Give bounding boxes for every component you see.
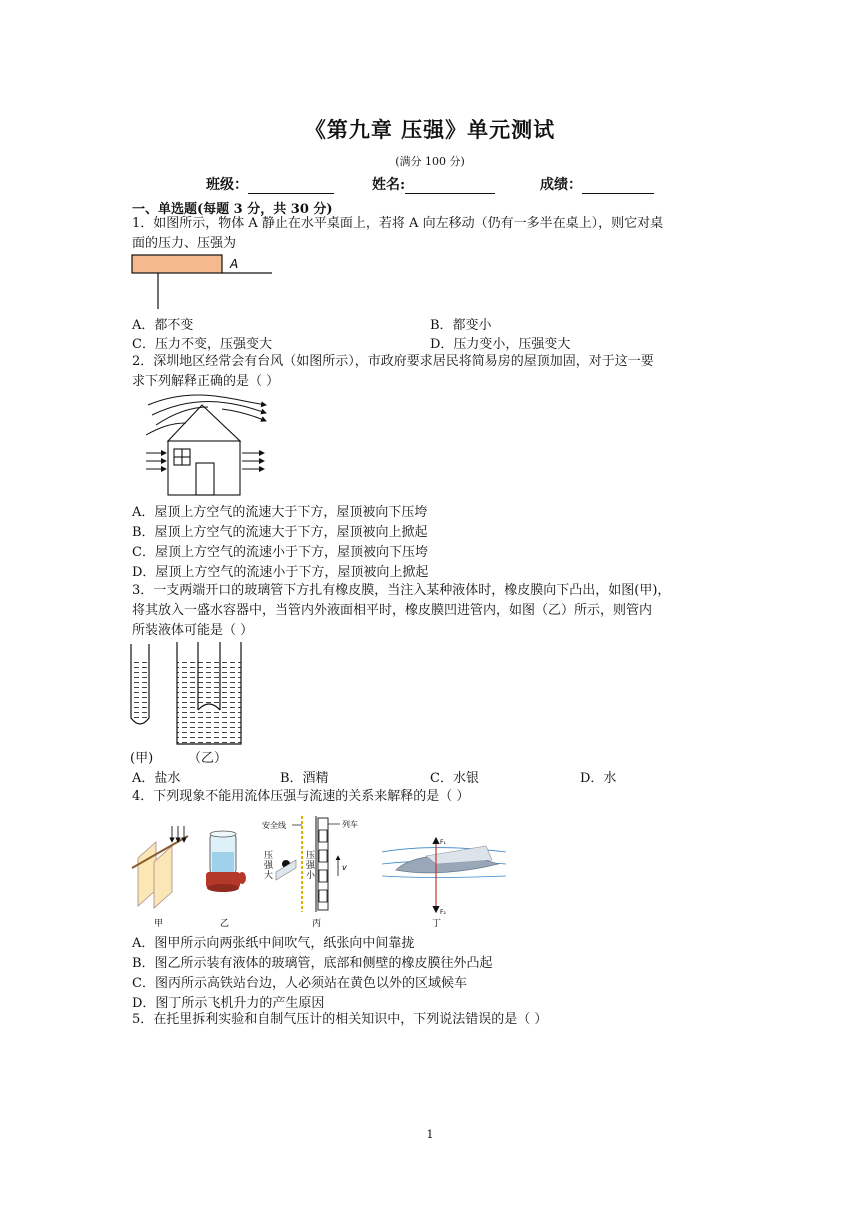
q2-house-figure bbox=[142, 393, 272, 497]
q1-stem-line2: 面的压力、压强为 bbox=[132, 236, 237, 251]
name-label: 姓名: bbox=[372, 177, 406, 193]
q4-option-b[interactable]: B．图乙所示装有液体的玻璃管，底部和侧壁的橡皮膜往外凸起 bbox=[132, 956, 493, 971]
high-pressure-1: 压 bbox=[264, 851, 274, 861]
q3-option-c[interactable]: C．水银 bbox=[430, 771, 479, 786]
q2-stem-line1: 2．深圳地区经常会有台风（如图所示），市政府要求居民将简易房的屋顶加固，对于这一要 bbox=[132, 354, 654, 369]
q3-label-jia: (甲) bbox=[130, 751, 154, 766]
block-label: A bbox=[230, 257, 239, 271]
q3-stem-line3: 所装液体可能是（ ） bbox=[132, 623, 254, 638]
name-field bbox=[372, 174, 495, 194]
low-pressure-3: 小 bbox=[306, 871, 316, 881]
force-f2-label: F₂ bbox=[440, 909, 446, 916]
class-blank[interactable] bbox=[248, 179, 334, 194]
class-label: 班级： bbox=[206, 177, 248, 193]
q3-stem-line2: 将其放入一盛水容器中，当管内外液面相平时，橡皮膜凹进管内，如图（乙）所示，则管内 bbox=[132, 603, 653, 618]
q1-figure bbox=[130, 253, 280, 313]
fig-bing-platform bbox=[262, 816, 358, 912]
score-label: 成绩： bbox=[540, 177, 582, 193]
page-subtitle: (满分 100 分) bbox=[395, 155, 465, 168]
q4-option-d[interactable]: D．图丁所示飞机升力的产生原因 bbox=[132, 996, 325, 1011]
fig-caption-ding: 丁 bbox=[432, 919, 442, 929]
velocity-label: v bbox=[342, 863, 347, 872]
q3-figure bbox=[126, 640, 248, 748]
score-blank[interactable] bbox=[582, 179, 654, 194]
q3-label-yi: （乙） bbox=[188, 751, 228, 766]
q4-option-c[interactable]: C．图丙所示高铁站台边，人必须站在黄色以外的区域候车 bbox=[132, 976, 467, 991]
fig-jia-papers bbox=[132, 826, 188, 908]
q2-option-a[interactable]: A．屋顶上方空气的流速大于下方，屋顶被向下压垮 bbox=[132, 505, 428, 520]
q4-figures bbox=[126, 812, 516, 930]
low-pressure-2: 强 bbox=[306, 861, 316, 871]
safety-line-label: 安全线 bbox=[262, 821, 286, 830]
fig-caption-jia: 甲 bbox=[154, 919, 164, 929]
q1-option-c[interactable]: C．压力不变，压强变大 bbox=[132, 337, 272, 352]
q5-stem: 5．在托里拆利实验和自制气压计的相关知识中，下列说法错误的是（ ） bbox=[132, 1012, 548, 1027]
fig-caption-yi: 乙 bbox=[220, 919, 230, 929]
q1-stem-line1: 1．如图所示，物体 A 静止在水平桌面上，若将 A 向左移动（仍有一多半在桌上），则它对桌 bbox=[132, 216, 664, 231]
q3-stem-line1: 3．一支两端开口的玻璃管下方扎有橡皮膜，当注入某种液体时，橡皮膜向下凸出，如图(甲)， bbox=[132, 583, 671, 598]
page-number: 1 bbox=[426, 1128, 434, 1141]
q2-option-d[interactable]: D．屋顶上方空气的流速小于下方，屋顶被向上掀起 bbox=[132, 565, 429, 580]
q3-option-b[interactable]: B．酒精 bbox=[280, 771, 329, 786]
q1-option-d[interactable]: D．压力变小，压强变大 bbox=[430, 337, 571, 352]
q2-stem-line2: 求下列解释正确的是（ ） bbox=[132, 374, 280, 389]
side-wind-arrows bbox=[146, 453, 264, 469]
q3-option-a[interactable]: A．盐水 bbox=[132, 771, 181, 786]
fig-yi-tube bbox=[206, 831, 246, 892]
low-pressure-1: 压 bbox=[306, 851, 316, 861]
train-label: 列车 bbox=[342, 820, 358, 829]
container-yi bbox=[177, 642, 241, 744]
fig-ding-wing bbox=[382, 838, 506, 916]
q1-option-b[interactable]: B．都变小 bbox=[430, 318, 492, 333]
q4-option-a[interactable]: A．图甲所示向两张纸中间吹气，纸张向中间靠拢 bbox=[132, 936, 415, 951]
q4-stem: 4．下列现象不能用流体压强与流速的关系来解释的是（ ） bbox=[132, 789, 470, 804]
q2-option-c[interactable]: C．屋顶上方空气的流速小于下方，屋顶被向下压垮 bbox=[132, 545, 428, 560]
fig-caption-bing: 丙 bbox=[312, 919, 322, 929]
tube-jia bbox=[131, 644, 149, 724]
wind-lines bbox=[146, 395, 266, 435]
q2-option-b[interactable]: B．屋顶上方空气的流速大于下方，屋顶被向上掀起 bbox=[132, 525, 428, 540]
force-f1-label: F₁ bbox=[440, 839, 446, 846]
score-field bbox=[540, 174, 654, 194]
high-pressure-2: 强 bbox=[264, 861, 274, 871]
high-pressure-3: 大 bbox=[264, 871, 274, 881]
class-field bbox=[206, 174, 334, 194]
house bbox=[168, 405, 240, 495]
block-a bbox=[132, 255, 222, 273]
page-title: 《第九章 压强》单元测试 bbox=[304, 117, 556, 142]
name-blank[interactable] bbox=[405, 179, 495, 194]
q1-option-a[interactable]: A．都不变 bbox=[132, 318, 194, 333]
section-title: 一、单选题(每题 3 分，共 30 分) bbox=[132, 202, 333, 217]
q3-option-d[interactable]: D．水 bbox=[580, 771, 617, 786]
